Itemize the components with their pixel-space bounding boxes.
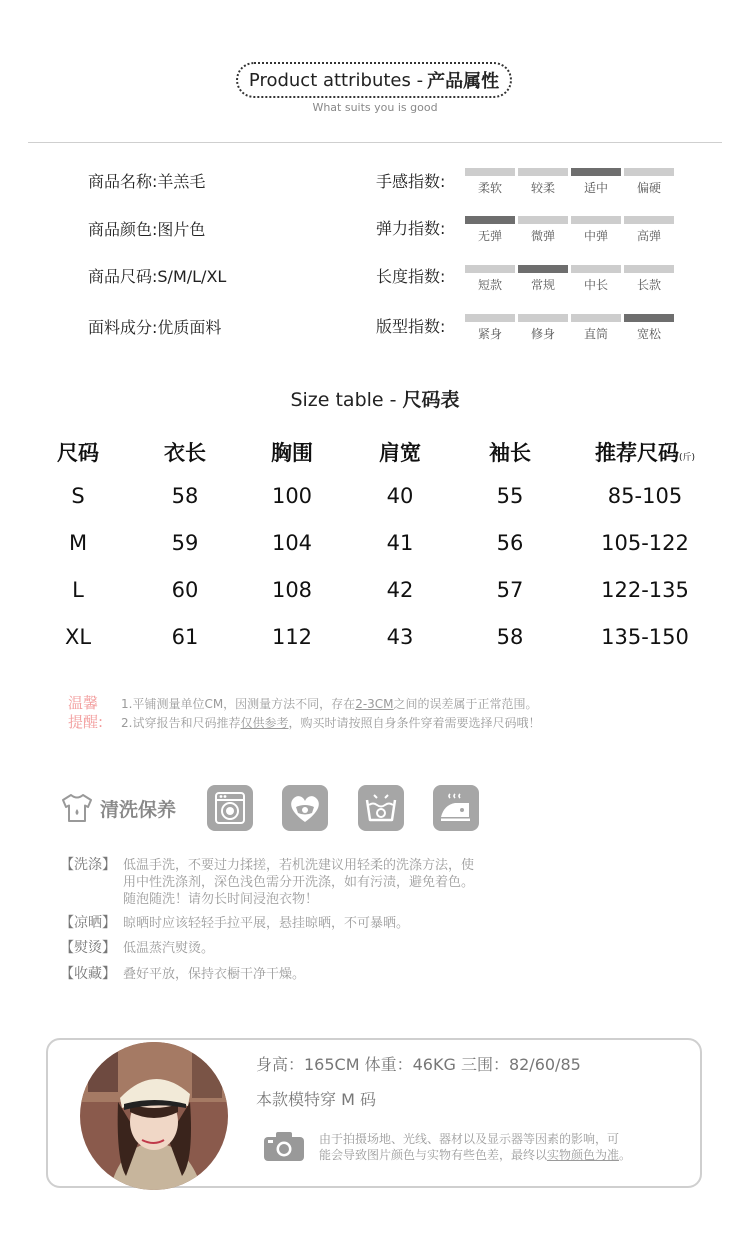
table-cell: 56 [496, 530, 524, 555]
index-option [465, 314, 515, 344]
table-cell: 61 [171, 624, 199, 649]
table-row [24, 519, 724, 566]
index-option-label: 长款 [636, 278, 661, 292]
tip-line-2-c: ，购买时请按照自身条件穿着需要选择尺码哦！ [288, 716, 541, 730]
index-bar [465, 168, 515, 176]
header-length: 衣长 [164, 441, 206, 465]
care-iron-tag: 【熨烫】 [60, 940, 116, 956]
index-option-label: 适中 [583, 181, 608, 195]
header-sleeve: 袖长 [489, 441, 531, 465]
care-wash-line: 随泡随洗！请勿长时间浸泡衣物！ [123, 892, 319, 907]
index-scale-hand-feel [465, 168, 677, 198]
index-option-label: 高弹 [636, 229, 661, 243]
table-cell: 112 [271, 624, 313, 649]
table-row [24, 472, 724, 519]
washing-machine-icon [207, 785, 253, 831]
iron-icon [433, 785, 479, 831]
model-size: 本款模特穿 M 码 [256, 1090, 376, 1109]
index-scale-elasticity [465, 216, 677, 246]
model-stats: 身高：165CM 体重：46KG 三围：82/60/85 [256, 1055, 581, 1074]
divider [28, 142, 722, 143]
care-wash-tag: 【洗涤】 [60, 857, 116, 873]
title-en: Product attributes - [248, 69, 424, 91]
index-label-fit: 版型指数: [376, 317, 446, 336]
index-bar-selected [571, 168, 621, 176]
hand-wash-icon [282, 785, 328, 831]
attr-color: 商品颜色:图片色 [88, 220, 206, 239]
index-option [518, 216, 568, 246]
attr-size: 商品尺码:S/M/L/XL [88, 267, 227, 286]
header-recommended-label: 推荐尺码 [594, 441, 679, 465]
table-cell: 104 [271, 530, 313, 555]
index-option [571, 168, 621, 198]
index-option-label: 微弹 [530, 229, 555, 243]
index-option [518, 265, 568, 295]
index-bar [518, 168, 568, 176]
index-option-label: 中长 [583, 278, 608, 292]
index-option-label: 短款 [477, 278, 502, 292]
index-option-label: 修身 [530, 327, 555, 341]
table-cell: S [71, 483, 85, 508]
table-row [24, 566, 724, 613]
index-bar [624, 216, 674, 224]
index-option-label: 宽松 [636, 327, 661, 341]
index-bar [518, 314, 568, 322]
tip-line-1 [121, 695, 540, 714]
index-label-length: 长度指数: [376, 267, 446, 286]
table-cell: 105-122 [601, 530, 689, 555]
table-cell: 57 [496, 577, 524, 602]
care-title: 清洗保养 [100, 798, 177, 821]
index-bar-selected [518, 265, 568, 273]
tip-label [68, 694, 103, 732]
index-option-label: 较柔 [530, 181, 555, 195]
index-label-elasticity: 弹力指数: [376, 219, 446, 238]
index-option-label: 偏硬 [636, 181, 661, 195]
attr-name: 商品名称:羊羔毛 [88, 172, 206, 191]
header-shoulder: 肩宽 [379, 441, 421, 465]
table-cell: 122-135 [601, 577, 689, 602]
header-recommended [566, 432, 724, 472]
index-bar [571, 216, 621, 224]
tip-label-line-2: 提醒: [68, 713, 104, 731]
care-store-tag: 【收藏】 [60, 966, 116, 982]
table-cell: 135-150 [601, 624, 689, 649]
tip-line-1-c: 之间的误差属于正常范围。 [393, 697, 538, 711]
disclaimer-line-2-b: 实物颜色为准 [547, 1148, 620, 1162]
care-heading [60, 790, 176, 826]
index-option [571, 216, 621, 246]
header-size: 尺码 [57, 441, 99, 465]
index-bar [465, 314, 515, 322]
disclaimer-line-2 [319, 1147, 631, 1163]
care-iron-text: 低温蒸汽熨烫。 [123, 941, 215, 956]
table-cell: M [68, 530, 88, 555]
table-cell: 43 [386, 624, 414, 649]
tip-line-2-b: 仅供参考 [240, 716, 289, 730]
title-cn: 产品属性 [427, 71, 500, 92]
index-option-label: 柔软 [477, 181, 502, 195]
size-table-header-row [24, 432, 724, 472]
disclaimer-line-1: 由于拍摄场地、光线、器材以及显示器等因素的影响，可 [319, 1132, 620, 1146]
table-cell: XL [64, 624, 92, 649]
table-row [24, 613, 724, 660]
table-cell: 58 [171, 483, 199, 508]
tip-line-2-a: 2.试穿报告和尺码推荐 [121, 716, 241, 730]
header-bust: 胸围 [271, 441, 313, 465]
tip-label-line-1: 温馨 [68, 694, 99, 712]
tip-line-1-a: 1.平铺测量单位CM，因测量方法不同，存在 [121, 697, 356, 711]
color-disclaimer [319, 1131, 631, 1163]
index-option-label: 常规 [530, 278, 555, 292]
wash-tub-icon [358, 785, 404, 831]
index-option [624, 265, 674, 295]
index-bar [571, 314, 621, 322]
table-cell: 100 [271, 483, 313, 508]
table-cell: L [72, 577, 84, 602]
index-option-label: 中弹 [583, 229, 608, 243]
care-store-text: 叠好平放，保持衣橱干净干燥。 [123, 967, 306, 982]
care-wash-line: 用中性洗涤剂，深色浅色需分开洗涤，如有污渍，避免着色。 [123, 875, 475, 890]
size-table-title-cn: 尺码表 [402, 389, 460, 411]
table-cell: 40 [386, 483, 414, 508]
table-cell: 42 [386, 577, 414, 602]
table-cell: 41 [386, 530, 414, 555]
table-cell: 108 [271, 577, 313, 602]
model-photo [80, 1042, 228, 1190]
index-scale-length [465, 265, 677, 295]
disclaimer-line-2-a: 能会导致图片颜色与实物有些色差，最终以 [319, 1148, 548, 1162]
table-cell: 58 [496, 624, 524, 649]
subtitle: What suits you is good [312, 101, 438, 114]
size-table-title-en: Size table - [290, 389, 403, 411]
index-option-label: 无弹 [477, 229, 502, 243]
index-bar [624, 265, 674, 273]
camera-icon [262, 1130, 306, 1162]
table-cell: 85-105 [607, 483, 683, 508]
t-shirt-icon [60, 792, 94, 824]
tip-text [121, 695, 540, 733]
care-wash-text [123, 857, 474, 908]
index-bar-selected [624, 314, 674, 322]
index-option-label: 直筒 [583, 327, 608, 341]
index-option [465, 265, 515, 295]
index-option [624, 168, 674, 198]
index-bar-selected [465, 216, 515, 224]
size-table [24, 432, 724, 660]
care-wash-line: 低温手洗，不要过力揉搓，若机洗建议用轻柔的洗涤方法，使 [123, 858, 475, 873]
index-option [571, 265, 621, 295]
index-option [465, 168, 515, 198]
index-bar [624, 168, 674, 176]
index-option [518, 314, 568, 344]
index-option [518, 168, 568, 198]
table-cell: 59 [171, 530, 199, 555]
index-bar [571, 265, 621, 273]
index-option [465, 216, 515, 246]
size-table-title [0, 385, 750, 412]
index-option [571, 314, 621, 344]
disclaimer-line-2-c: 。 [619, 1148, 632, 1162]
tip-line-2 [121, 714, 540, 733]
table-cell: 60 [171, 577, 199, 602]
product-attributes-title [236, 62, 512, 98]
index-label-hand-feel: 手感指数: [376, 172, 446, 191]
tip-line-1-b: 2-3CM [355, 697, 394, 711]
attr-fabric: 面料成分:优质面料 [88, 318, 222, 337]
index-option [624, 314, 674, 344]
index-bar [518, 216, 568, 224]
index-option [624, 216, 674, 246]
header-unit: (斤) [678, 453, 696, 463]
care-dry-tag: 【凉晒】 [60, 915, 116, 931]
index-option-label: 紧身 [477, 327, 502, 341]
table-cell: 55 [496, 483, 524, 508]
care-dry-text: 晾晒时应该轻轻手拉平展，悬挂晾晒，不可暴晒。 [123, 916, 410, 931]
index-bar [465, 265, 515, 273]
index-scale-fit [465, 314, 677, 344]
